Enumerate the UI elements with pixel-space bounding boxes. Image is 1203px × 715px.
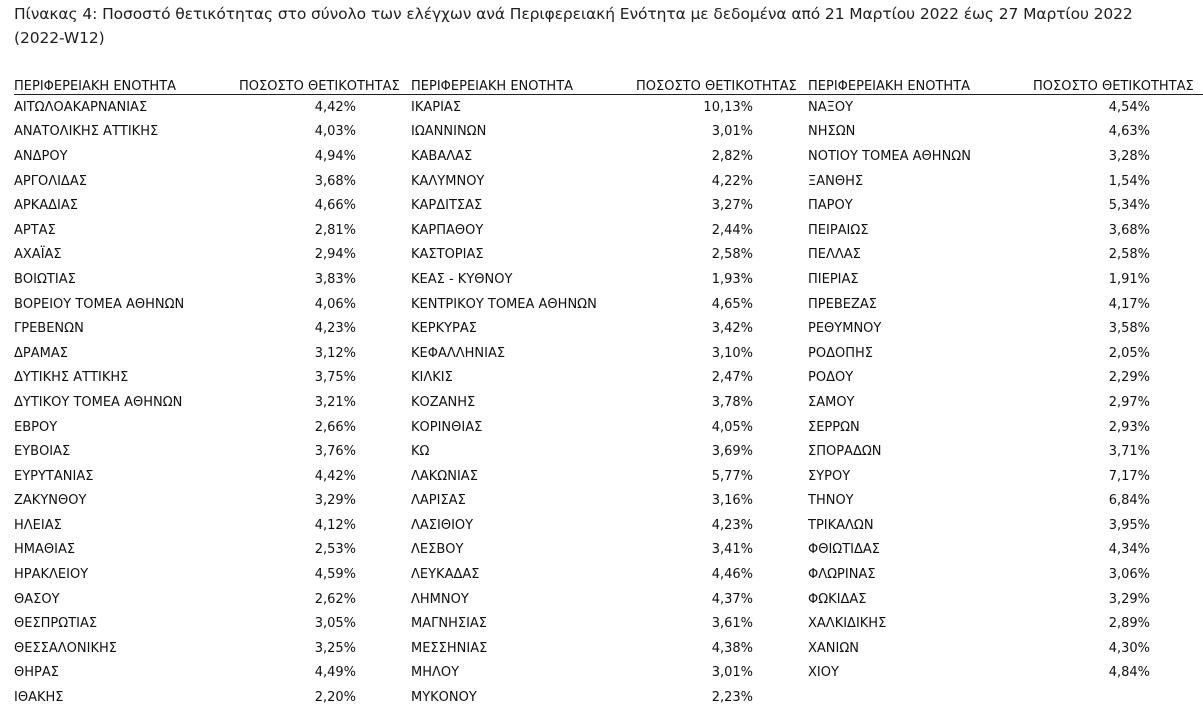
positivity-rate-cell: 3,75% (314, 370, 356, 386)
region-name-cell: ΑΙΤΩΛΟΑΚΑΡΝΑΝΙΑΣ (14, 99, 148, 115)
header-region: ΠΕΡΙΦΕΡΕΙΑΚΗ ΕΝΟΤΗΤΑ (14, 72, 235, 95)
header-positivity: ΠΟΣΟΣΤΟ ΘΕΤΙΚΟΤΗΤΑΣ (632, 72, 808, 95)
table-row (14, 538, 1203, 563)
positivity-rate-cell: 4,94% (314, 148, 356, 164)
region-name-cell: ΑΡΚΑΔΙΑΣ (14, 198, 78, 214)
region-name-cell: ΑΝΑΤΟΛΙΚΗΣ ΑΤΤΙΚΗΣ (14, 124, 159, 140)
region-name-cell: ΚΕΑΣ - ΚΥΘΝΟΥ (411, 271, 513, 287)
region-name-cell: ΠΡΕΒΕΖΑΣ (808, 296, 877, 312)
positivity-rate-cell: 7,17% (1108, 468, 1150, 484)
positivity-rate-cell: 4,65% (711, 296, 753, 312)
positivity-rate-cell: 3,01% (711, 124, 753, 140)
positivity-rate-cell: 2,47% (711, 370, 753, 386)
positivity-rate-cell: 10,13% (703, 99, 753, 115)
table-row (14, 513, 1203, 538)
region-name-cell: ΛΑΚΩΝΙΑΣ (411, 468, 478, 484)
region-name-cell: ΜΗΛΟΥ (411, 665, 460, 681)
positivity-rate-cell: 2,81% (314, 222, 356, 238)
region-name-cell: ΚΑΣΤΟΡΙΑΣ (411, 247, 484, 263)
positivity-rate-cell: 4,06% (314, 296, 356, 312)
positivity-rate-cell: 2,97% (1108, 394, 1150, 410)
table-body (14, 95, 1203, 710)
positivity-rate-cell: 3,01% (711, 665, 753, 681)
region-name-cell: ΔΥΤΙΚΟΥ ΤΟΜΕΑ ΑΘΗΝΩΝ (14, 394, 183, 410)
positivity-rate-cell: 2,94% (314, 247, 356, 263)
table-caption (14, 2, 1194, 50)
table-row (14, 562, 1203, 587)
positivity-rate-cell: 5,34% (1108, 198, 1150, 214)
table-row (14, 611, 1203, 636)
positivity-rate-cell: 2,66% (314, 419, 356, 435)
positivity-rate-cell: 4,84% (1108, 665, 1150, 681)
region-name-cell: ΠΕΛΛΑΣ (808, 247, 861, 263)
table-row (14, 267, 1203, 292)
region-name-cell: ΙΚΑΡΙΑΣ (411, 99, 462, 115)
positivity-rate-cell: 4,49% (314, 665, 356, 681)
positivity-rate-cell: 4,23% (711, 517, 753, 533)
positivity-rate-cell: 3,29% (1108, 591, 1150, 607)
positivity-rate-cell: 4,42% (314, 468, 356, 484)
region-name-cell: ΤΡΙΚΑΛΩΝ (808, 517, 874, 533)
positivity-rate-cell: 1,54% (1108, 173, 1150, 189)
positivity-rate-cell: 3,05% (314, 616, 356, 632)
region-name-cell: ΕΥΒΟΙΑΣ (14, 444, 71, 460)
positivity-rate-cell: 4,46% (711, 567, 753, 583)
region-name-cell: ΦΩΚΙΔΑΣ (808, 591, 867, 607)
region-name-cell: ΝΗΣΩΝ (808, 124, 856, 140)
region-name-cell: ΔΥΤΙΚΗΣ ΑΤΤΙΚΗΣ (14, 370, 129, 386)
region-name-cell: ΑΡΓΟΛΙΔΑΣ (14, 173, 87, 189)
region-name-cell: ΘΑΣΟΥ (14, 591, 60, 607)
table-row (14, 95, 1203, 120)
positivity-rate-cell: 2,58% (1108, 247, 1150, 263)
positivity-rate-cell: 3,21% (314, 394, 356, 410)
table-row (14, 316, 1203, 341)
region-name-cell: ΛΕΥΚΑΔΑΣ (411, 567, 480, 583)
region-name-cell: ΜΑΓΝΗΣΙΑΣ (411, 616, 488, 632)
positivity-rate-cell: 3,61% (711, 616, 753, 632)
positivity-rate-cell: 3,71% (1108, 444, 1150, 460)
positivity-rate-cell: 3,58% (1108, 321, 1150, 337)
positivity-rate-cell: 4,12% (314, 517, 356, 533)
table-row (14, 390, 1203, 415)
positivity-rate-cell: 3,25% (314, 640, 356, 656)
region-name-cell: ΛΑΡΙΣΑΣ (411, 493, 466, 509)
positivity-rate-cell: 4,30% (1108, 640, 1150, 656)
positivity-rate-cell: 2,62% (314, 591, 356, 607)
positivity-rate-cell (1029, 685, 1203, 710)
region-name-cell: ΒΟΙΩΤΙΑΣ (14, 271, 76, 287)
table-row (14, 341, 1203, 366)
region-name-cell: ΚΑΡΔΙΤΣΑΣ (411, 198, 483, 214)
region-name-cell: ΞΑΝΘΗΣ (808, 173, 864, 189)
caption-line-1: Πίνακας 4: Ποσοστό θετικότητας στο σύνολο των ελέγχων ανά Περιφερειακή Ενότητα με δεδομένα από 21 Μαρτίου 2022 έως 27 Μαρτίου 2022 (14, 5, 1133, 23)
positivity-rate-cell: 3,27% (711, 198, 753, 214)
table-row (14, 218, 1203, 243)
positivity-rate-cell: 4,66% (314, 198, 356, 214)
region-name-cell: ΜΕΣΣΗΝΙΑΣ (411, 640, 488, 656)
positivity-rate-cell: 3,06% (1108, 567, 1150, 583)
region-name-cell: ΚΩ (411, 444, 430, 460)
table-row (14, 489, 1203, 514)
region-name-cell: ΤΗΝΟΥ (808, 493, 854, 509)
positivity-rate-cell: 3,42% (711, 321, 753, 337)
region-name-cell: ΚΑΛΥΜΝΟΥ (411, 173, 485, 189)
positivity-rate-cell: 3,95% (1108, 517, 1150, 533)
positivity-rate-cell: 4,54% (1108, 99, 1150, 115)
region-name-cell: ΑΧΑΪΑΣ (14, 247, 62, 263)
header-region: ΠΕΡΙΦΕΡΕΙΑΚΗ ΕΝΟΤΗΤΑ (411, 72, 632, 95)
region-name-cell: ΣΥΡΟΥ (808, 468, 851, 484)
positivity-rate-cell: 2,89% (1108, 616, 1150, 632)
region-name-cell: ΣΕΡΡΩΝ (808, 419, 860, 435)
positivity-rate-cell: 2,23% (711, 690, 753, 706)
positivity-rate-cell: 4,59% (314, 567, 356, 583)
region-name-cell (808, 685, 1029, 710)
positivity-rate-cell: 4,38% (711, 640, 753, 656)
region-name-cell: ΕΒΡΟΥ (14, 419, 58, 435)
region-name-cell: ΘΕΣΠΡΩΤΙΑΣ (14, 616, 98, 632)
positivity-rate-cell: 3,28% (1108, 148, 1150, 164)
positivity-rate-cell: 3,41% (711, 542, 753, 558)
positivity-rate-cell: 2,93% (1108, 419, 1150, 435)
header-positivity: ΠΟΣΟΣΤΟ ΘΕΤΙΚΟΤΗΤΑΣ (1029, 72, 1203, 95)
positivity-rate-cell: 5,77% (711, 468, 753, 484)
table-row (14, 292, 1203, 317)
positivity-rate-cell: 4,05% (711, 419, 753, 435)
positivity-rate-cell: 3,78% (711, 394, 753, 410)
region-name-cell: ΡΕΘΥΜΝΟΥ (808, 321, 882, 337)
region-name-cell: ΛΕΣΒΟΥ (411, 542, 464, 558)
region-name-cell: ΠΙΕΡΙΑΣ (808, 271, 859, 287)
positivity-rate-cell: 2,20% (314, 690, 356, 706)
region-name-cell: ΦΘΙΩΤΙΔΑΣ (808, 542, 881, 558)
region-name-cell: ΑΝΔΡΟΥ (14, 148, 68, 164)
region-name-cell: ΚΕΝΤΡΙΚΟΥ ΤΟΜΕΑ ΑΘΗΝΩΝ (411, 296, 597, 312)
region-name-cell: ΗΛΕΙΑΣ (14, 517, 62, 533)
positivity-rate-cell: 3,16% (711, 493, 753, 509)
region-name-cell: ΔΡΑΜΑΣ (14, 345, 68, 361)
positivity-rate-cell: 3,10% (711, 345, 753, 361)
region-name-cell: ΧΑΛΚΙΔΙΚΗΣ (808, 616, 887, 632)
positivity-table (14, 72, 1203, 710)
region-name-cell: ΑΡΤΑΣ (14, 222, 56, 238)
region-name-cell: ΠΑΡΟΥ (808, 198, 853, 214)
region-name-cell: ΡΟΔΟΥ (808, 370, 854, 386)
region-name-cell: ΣΠΟΡΑΔΩΝ (808, 444, 882, 460)
table-row (14, 661, 1203, 686)
positivity-rate-cell: 4,03% (314, 124, 356, 140)
table-row (14, 144, 1203, 169)
positivity-rate-cell: 1,91% (1108, 271, 1150, 287)
positivity-rate-cell: 3,69% (711, 444, 753, 460)
positivity-rate-cell: 3,83% (314, 271, 356, 287)
region-name-cell: ΚΕΦΑΛΛΗΝΙΑΣ (411, 345, 506, 361)
region-name-cell: ΚΟΖΑΝΗΣ (411, 394, 476, 410)
region-name-cell: ΖΑΚΥΝΘΟΥ (14, 493, 87, 509)
region-name-cell: ΙΩΑΝΝΙΝΩΝ (411, 124, 487, 140)
positivity-rate-cell: 6,84% (1108, 493, 1150, 509)
positivity-rate-cell: 2,58% (711, 247, 753, 263)
table-row (14, 636, 1203, 661)
table-row (14, 366, 1203, 391)
region-name-cell: ΙΘΑΚΗΣ (14, 690, 64, 706)
positivity-rate-cell: 2,05% (1108, 345, 1150, 361)
positivity-rate-cell: 2,44% (711, 222, 753, 238)
region-name-cell: ΚΙΛΚΙΣ (411, 370, 453, 386)
positivity-rate-cell: 3,68% (314, 173, 356, 189)
positivity-rate-cell: 3,12% (314, 345, 356, 361)
region-name-cell: ΘΕΣΣΑΛΟΝΙΚΗΣ (14, 640, 117, 656)
table-row (14, 193, 1203, 218)
positivity-rate-cell: 4,17% (1108, 296, 1150, 312)
region-name-cell: ΚΑΡΠΑΘΟΥ (411, 222, 484, 238)
region-name-cell: ΗΜΑΘΙΑΣ (14, 542, 76, 558)
caption-line-2: (2022-W12) (14, 29, 105, 47)
region-name-cell: ΝΑΞΟΥ (808, 99, 854, 115)
positivity-rate-cell: 2,53% (314, 542, 356, 558)
region-name-cell: ΛΗΜΝΟΥ (411, 591, 469, 607)
header-region: ΠΕΡΙΦΕΡΕΙΑΚΗ ΕΝΟΤΗΤΑ (808, 72, 1029, 95)
region-name-cell: ΧΙΟΥ (808, 665, 839, 681)
table-row (14, 415, 1203, 440)
table-row (14, 464, 1203, 489)
region-name-cell: ΚΟΡΙΝΘΙΑΣ (411, 419, 483, 435)
positivity-rate-cell: 1,93% (711, 271, 753, 287)
table-row (14, 587, 1203, 612)
region-name-cell: ΦΛΩΡΙΝΑΣ (808, 567, 876, 583)
region-name-cell: ΚΑΒΑΛΑΣ (411, 148, 473, 164)
region-name-cell: ΠΕΙΡΑΙΩΣ (808, 222, 869, 238)
table-row (14, 120, 1203, 145)
positivity-rate-cell: 4,23% (314, 321, 356, 337)
header-positivity: ΠΟΣΟΣΤΟ ΘΕΤΙΚΟΤΗΤΑΣ (235, 72, 411, 95)
region-name-cell: ΓΡΕΒΕΝΩΝ (14, 321, 84, 337)
positivity-rate-cell: 3,68% (1108, 222, 1150, 238)
region-name-cell: ΝΟΤΙΟΥ ΤΟΜΕΑ ΑΘΗΝΩΝ (808, 148, 971, 164)
region-name-cell: ΧΑΝΙΩΝ (808, 640, 860, 656)
positivity-rate-cell: 4,42% (314, 99, 356, 115)
table-row (14, 439, 1203, 464)
region-name-cell: ΜΥΚΟΝΟΥ (411, 690, 477, 706)
positivity-rate-cell: 2,82% (711, 148, 753, 164)
table-row (14, 169, 1203, 194)
positivity-rate-cell: 3,29% (314, 493, 356, 509)
region-name-cell: ΣΑΜΟΥ (808, 394, 855, 410)
region-name-cell: ΡΟΔΟΠΗΣ (808, 345, 873, 361)
positivity-rate-cell: 2,29% (1108, 370, 1150, 386)
table-row (14, 243, 1203, 268)
region-name-cell: ΚΕΡΚΥΡΑΣ (411, 321, 477, 337)
region-name-cell: ΘΗΡΑΣ (14, 665, 59, 681)
positivity-rate-cell: 4,37% (711, 591, 753, 607)
positivity-table-container (14, 72, 1194, 710)
table-row (14, 685, 1203, 710)
region-name-cell: ΒΟΡΕΙΟΥ ΤΟΜΕΑ ΑΘΗΝΩΝ (14, 296, 185, 312)
region-name-cell: ΗΡΑΚΛΕΙΟΥ (14, 567, 89, 583)
table-header-row (14, 72, 1203, 95)
region-name-cell: ΛΑΣΙΘΙΟΥ (411, 517, 474, 533)
positivity-rate-cell: 4,34% (1108, 542, 1150, 558)
region-name-cell: ΕΥΡΥΤΑΝΙΑΣ (14, 468, 94, 484)
positivity-rate-cell: 4,63% (1108, 124, 1150, 140)
positivity-rate-cell: 3,76% (314, 444, 356, 460)
positivity-rate-cell: 4,22% (711, 173, 753, 189)
